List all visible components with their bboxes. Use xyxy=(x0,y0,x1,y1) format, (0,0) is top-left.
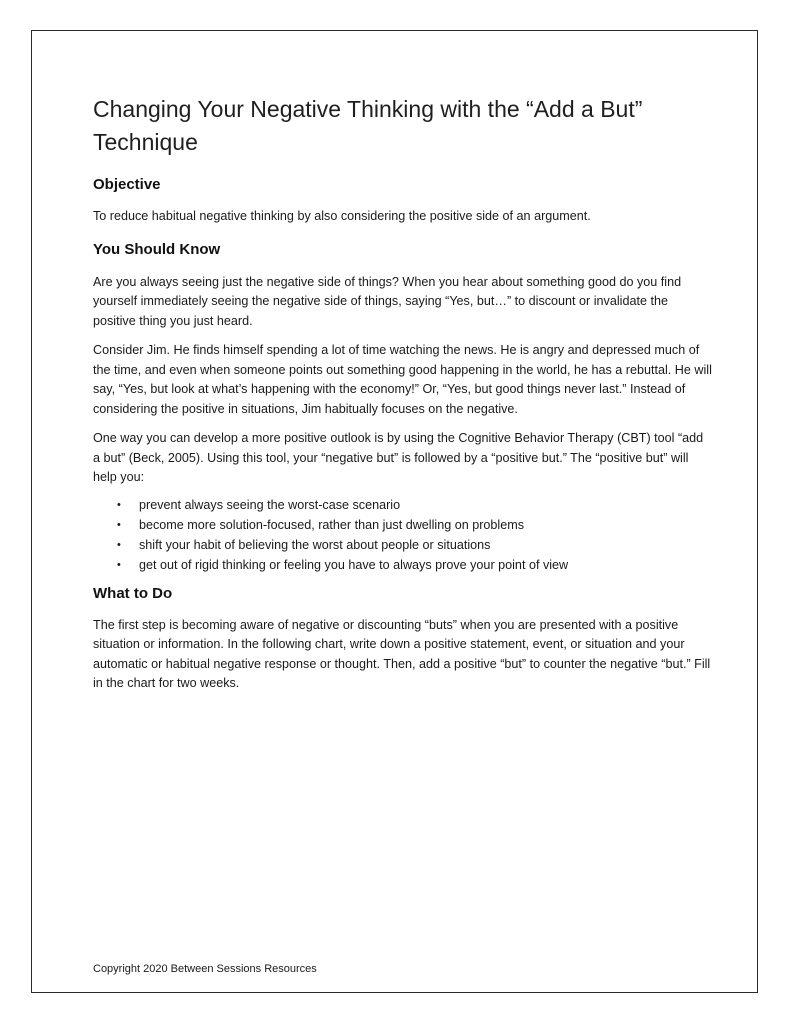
objective-text: To reduce habitual negative thinking by also considering the positive side of an argument. xyxy=(93,209,591,223)
document-title: Changing Your Negative Thinking with the “Add a But” Technique xyxy=(93,96,643,155)
you-should-know-paragraph-2: Consider Jim. He finds himself spending a lot of time watching the news. He is angry and depressed much of the time, and even when someone points out something good happening in the world, he has a rebuttal. He will say, “Yes, but look at what’s happening with the economy!” Or, “Yes, but good things never last.” Instead of considering the positive in situations, Jim habitually focuses on the negative. xyxy=(93,343,712,416)
bullet-icon: • xyxy=(117,518,121,531)
you-should-know-paragraph-1: Are you always seeing just the negative side of things? When you hear about something good do you find yourself immediately seeing the negative side of things, saying “Yes, but…” to discount or invalidate the positive thing you just heard. xyxy=(93,274,682,328)
objective-heading: Objective xyxy=(93,176,161,193)
list-item xyxy=(93,495,713,515)
list-item-text: prevent always seeing the worst-case scenario xyxy=(139,497,401,512)
you-should-know-heading: You Should Know xyxy=(93,240,221,258)
list-item xyxy=(93,555,713,575)
list-item xyxy=(93,535,713,555)
list-item xyxy=(93,515,713,535)
what-to-do-heading: What to Do xyxy=(93,584,173,602)
document-body xyxy=(93,93,713,694)
what-to-do-text: The first step is becoming aware of negative or discounting “buts” when you are presented with a positive situation or information. In the following chart, write down a positive statement, event, or situation and your automatic or habitual negative response or thought. Then, add a positive “but” to counter the negative “but.” Fill in the chart for two weeks. xyxy=(93,617,711,690)
list-item-text: become more solution-focused, rather than just dwelling on problems xyxy=(139,517,525,532)
list-item-text: get out of rigid thinking or feeling you have to always prove your point of view xyxy=(139,557,569,572)
bullet-icon: • xyxy=(117,538,121,551)
you-should-know-paragraph-3: One way you can develop a more positive outlook is by using the Cognitive Behavior Therapy (CBT) tool “add a but” (Beck, 2005). Using this tool, your “negative but” is followed by a “positive but.” The “positive but” will help you: xyxy=(93,431,704,484)
bullet-icon: • xyxy=(117,558,121,571)
copyright-footer: Copyright 2020 Between Sessions Resources xyxy=(93,963,317,975)
positive-but-benefits-list xyxy=(93,495,713,575)
list-item-text: shift your habit of believing the worst about people or situations xyxy=(139,537,491,552)
bullet-icon: • xyxy=(117,498,121,511)
